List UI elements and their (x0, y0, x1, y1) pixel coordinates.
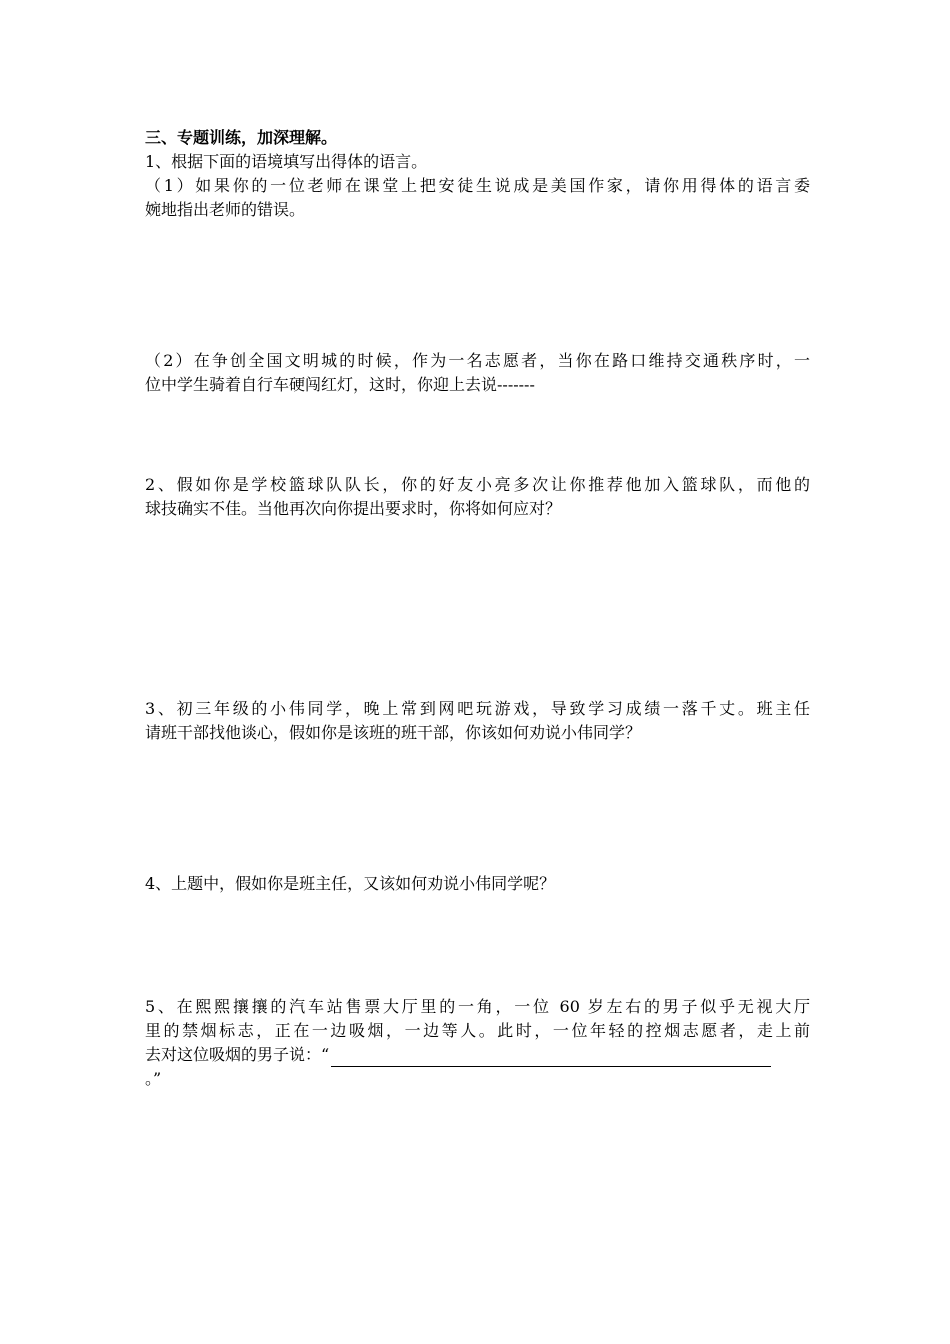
question-1-intro: 1、根据下面的语境填写出得体的语言。 (145, 152, 428, 171)
answer-blank-line (331, 1046, 771, 1067)
question-5-line-1: 5、在熙熙攘攘的汽车站售票大厅里的一角，一位 60 岁左右的男子似乎无视大厅 (145, 997, 810, 1016)
question-1-part-1-line-1: （1）如果你的一位老师在课堂上把安徒生说成是美国作家，请你用得体的语言委 (145, 176, 810, 195)
question-2-line-1: 2、假如你是学校篮球队队长，你的好友小亮多次让你推荐他加入篮球队，而他的 (145, 475, 810, 494)
question-1-part-1-line-2: 婉地指出老师的错误。 (145, 200, 306, 219)
section-title: 三、专题训练，加深理解。 (145, 128, 338, 147)
question-5-line-3-text: 去对这位吸烟的男子说：“ (145, 1045, 330, 1064)
question-1-part-2-line-2: 位中学生骑着自行车硬闯红灯，这时，你迎上去说------- (145, 375, 535, 394)
question-1-part-2-line-1: （2）在争创全国文明城的时候，作为一名志愿者，当你在路口维持交通秩序时，一 (145, 351, 810, 370)
question-3-line-1: 3、初三年级的小伟同学，晚上常到网吧玩游戏，导致学习成绩一落千丈。班主任 (145, 699, 810, 718)
question-5-line-4: 。” (145, 1069, 162, 1088)
question-5-line-3 (145, 1043, 810, 1067)
question-5-line-2: 里的禁烟标志，正在一边吸烟，一边等人。此时，一位年轻的控烟志愿者，走上前 (145, 1021, 810, 1040)
question-2-line-2: 球技确实不佳。当他再次向你提出要求时，你将如何应对？ (145, 499, 562, 518)
question-3-line-2: 请班干部找他谈心，假如你是该班的班干部，你该如何劝说小伟同学？ (145, 723, 642, 742)
question-4-line-1: 4、上题中，假如你是班主任，又该如何劝说小伟同学呢？ (145, 874, 556, 893)
